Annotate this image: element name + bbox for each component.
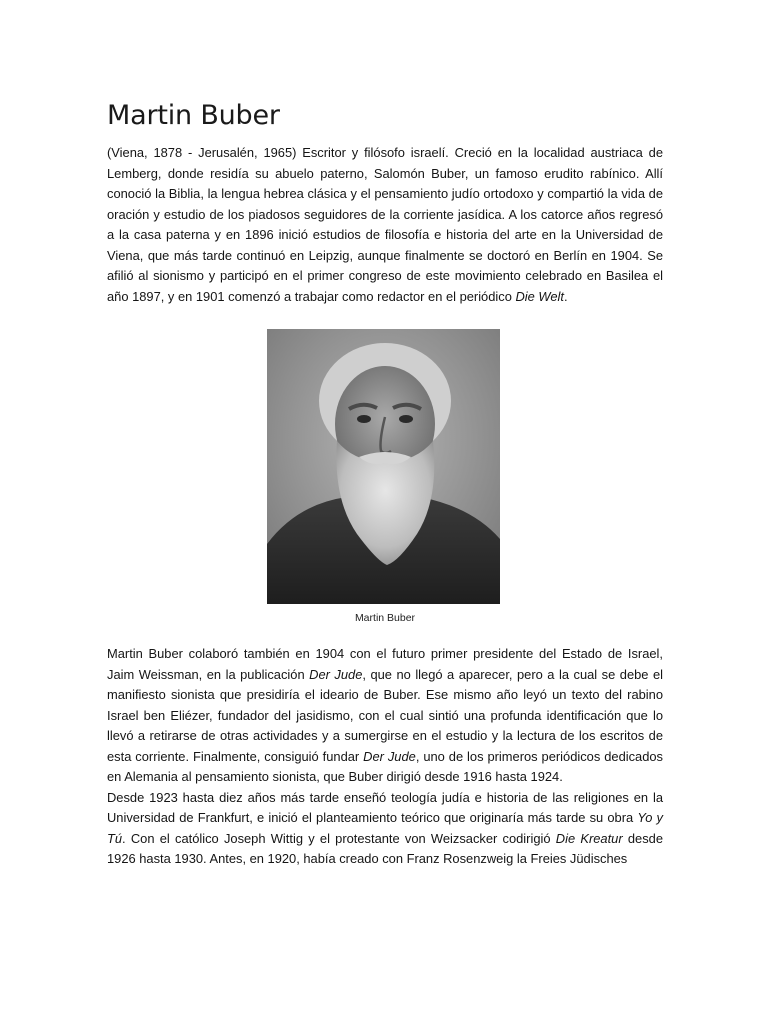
body2-text-c: desde 1926 hasta 1930. Antes, en 1920, había creado con Franz Rosenzweig la Freies Jüdisches (107, 830, 663, 866)
body2-text-a: Desde 1923 hasta diez años más tarde enseñó teología judía e historia de las religiones en la Universidad de Frankfurt, e inició el planteamiento teórico que originaría más tarde su obra (107, 789, 663, 825)
body1-text-a: Martin Buber colaboró también en 1904 con el futuro primer presidente del Estado de Israel, Jaim Weissman, en la publicación (107, 646, 663, 682)
body-paragraph-2 (107, 788, 663, 870)
portrait-photo (267, 329, 500, 604)
body1-text-c: , uno de los primeros periódicos dedicados en Alemania al pensamiento sionista, que Buber dirigió desde 1916 hasta 1924. (107, 748, 663, 784)
body2-italic-die-kreatur: Die Kreatur (555, 830, 623, 846)
body2-italic-yo-y-tu: Yo y Tú (107, 810, 663, 846)
body2-text-b: . Con el católico Joseph Wittig y el protestante von Weizsacker codirigió (122, 830, 556, 846)
figure-caption: Martin Buber (354, 612, 416, 624)
page-title: Martin Buber (107, 100, 280, 131)
intro-text-end: . (563, 288, 568, 304)
intro-paragraph (107, 143, 663, 307)
portrait-figure (107, 329, 663, 624)
intro-italic-die-welt: Die Welt (515, 288, 564, 304)
document-page (107, 100, 663, 870)
body1-text-b: , que no llegó a aparecer, pero a la cual se debe el manifiesto sionista que presidiría el ideario de Buber. Ese mismo año leyó un texto del rabino Israel ben Eliézer, fundador del jasidismo, con el cual sintió una profunda identificación que lo llevó a retirarse de otras actividades y a sumergirse en el estudio y la lectura de los escritos de esta corriente. Finalmente, consiguió fundar (107, 666, 663, 764)
body-paragraph-1 (107, 644, 663, 788)
body1-italic-der-jude: Der Jude (309, 666, 363, 682)
intro-text: (Viena, 1878 - Jerusalén, 1965) Escritor y filósofo israelí. Creció en la localidad austriaca de Lemberg, donde residía su abuelo paterno, Salomón Buber, un famoso erudito rabínico. Allí conoció la Biblia, la lengua hebrea clásica y el pensamiento judío ortodoxo y compartió la vida de oración y estudio de los piadosos seguidores de la corriente jasídica. A los catorce años regresó a la casa paterna y en 1896 inició estudios de filosofía e historia del arte en la Universidad de Viena, que más tarde continuó en Leipzig, aunque finalmente se doctoró en Berlín en 1904. Se afilió al sionismo y participó en el primer congreso de este movimiento celebrado en Basilea el año 1897, y en 1901 comenzó a trabajar como redactor en el periódico (107, 145, 663, 304)
body1-italic-der-jude-2: Der Jude (363, 748, 416, 764)
